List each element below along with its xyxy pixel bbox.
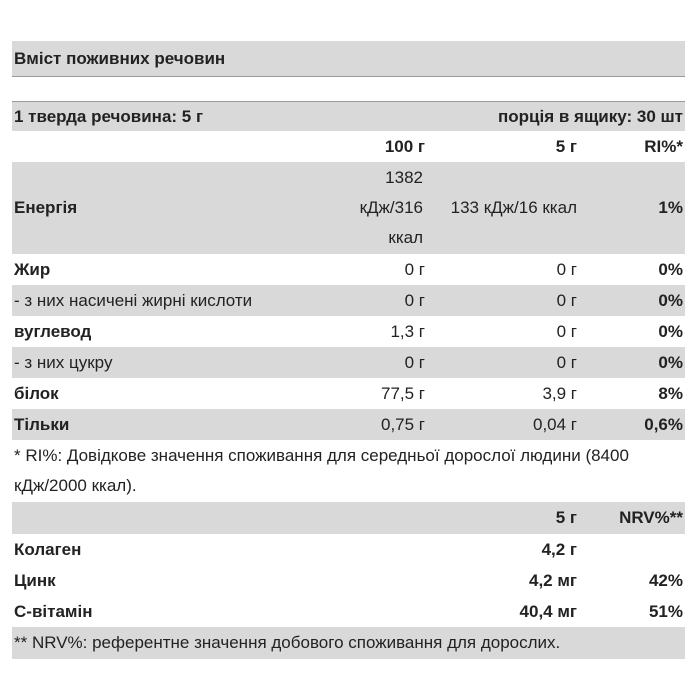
nutrient-per-5g: 0 г bbox=[556, 259, 577, 279]
nutrient-per-100g: 0 г bbox=[404, 259, 425, 279]
nutrient-per-100g: 1,3 г bbox=[390, 321, 425, 341]
nutrient-per-5g: 0,04 г bbox=[532, 414, 577, 434]
serving-size: 1 тверда речовина: 5 г bbox=[14, 106, 204, 126]
energy-per-100g bbox=[360, 162, 423, 254]
nutrient-ri: 0% bbox=[658, 321, 683, 341]
energy-row bbox=[12, 162, 685, 254]
nutrient-per-5g: 0 г bbox=[556, 290, 577, 310]
ri-footnote-row bbox=[12, 440, 685, 502]
nutrient-name: Тільки bbox=[14, 414, 70, 434]
nutrient-per-5g: 0 г bbox=[556, 321, 577, 341]
energy-per-100g-line-3: ккал bbox=[388, 228, 423, 247]
nutrient-per-100g: 0 г bbox=[404, 290, 425, 310]
nrv-header-percent: NRV%** bbox=[619, 508, 683, 527]
table-row bbox=[12, 285, 685, 316]
table-row bbox=[12, 347, 685, 378]
nrv-percent: 51% bbox=[648, 601, 683, 621]
nrv-nutrient-name: Цинк bbox=[14, 570, 56, 590]
column-header-row bbox=[12, 131, 685, 162]
table-row bbox=[12, 254, 685, 285]
nutrient-per-100g: 0,75 г bbox=[380, 414, 425, 434]
nutrient-ri: 0% bbox=[658, 290, 683, 310]
table-row bbox=[12, 596, 685, 627]
nutrient-name: - з них цукру bbox=[14, 352, 113, 372]
nrv-amount: 4,2 г bbox=[541, 539, 577, 559]
nutrient-name: - з них насичені жирні кислоти bbox=[14, 290, 253, 310]
title-row bbox=[12, 41, 685, 77]
servings-per-container: порція в ящику: 30 шт bbox=[498, 106, 683, 126]
nrv-nutrient-name: С-вітамін bbox=[14, 601, 93, 621]
nutrient-per-5g: 0 г bbox=[556, 352, 577, 372]
nutrition-facts-table bbox=[12, 41, 685, 659]
nrv-header-per-5g: 5 г bbox=[555, 508, 577, 527]
energy-per-5g: 133 кДж/16 ккал bbox=[450, 198, 577, 217]
nutrient-ri: 0% bbox=[658, 352, 683, 372]
nrv-footnote-row bbox=[12, 627, 685, 659]
ri-footnote: * RI%: Довідкове значення споживання для середньої дорослої людини (8400 кДж/2000 ккал). bbox=[14, 446, 629, 495]
serving-row bbox=[12, 101, 685, 131]
energy-label: Енергія bbox=[14, 198, 78, 217]
nutrient-per-5g: 3,9 г bbox=[542, 383, 577, 403]
header-per-100g: 100 г bbox=[384, 136, 425, 156]
nrv-footnote: ** NRV%: референтне значення добового споживання для дорослих. bbox=[14, 633, 561, 652]
table-row bbox=[12, 378, 685, 409]
page-title: Вміст поживних речовин bbox=[14, 48, 226, 68]
header-per-5g: 5 г bbox=[555, 136, 577, 156]
table-row bbox=[12, 534, 685, 565]
energy-per-100g-line-1: 1382 bbox=[385, 168, 423, 187]
table-row bbox=[12, 409, 685, 440]
nutrient-name: вуглевод bbox=[14, 321, 92, 341]
nutrient-per-100g: 77,5 г bbox=[380, 383, 425, 403]
spacer bbox=[12, 77, 685, 101]
energy-ri: 1% bbox=[658, 198, 683, 217]
nutrient-ri: 0,6% bbox=[644, 414, 683, 434]
energy-per-100g-line-2: кДж/316 bbox=[359, 198, 423, 217]
nutrient-name: Жир bbox=[14, 259, 51, 279]
nrv-amount: 4,2 мг bbox=[528, 570, 577, 590]
nutrient-per-100g: 0 г bbox=[404, 352, 425, 372]
nrv-percent: 42% bbox=[648, 570, 683, 590]
nutrient-ri: 0% bbox=[658, 259, 683, 279]
nutrient-ri: 8% bbox=[658, 383, 683, 403]
nutrient-name: білок bbox=[14, 383, 59, 403]
nrv-amount: 40,4 мг bbox=[519, 601, 577, 621]
header-ri: RI%* bbox=[644, 136, 683, 156]
nrv-nutrient-name: Колаген bbox=[14, 539, 82, 559]
table-row bbox=[12, 316, 685, 347]
table-row bbox=[12, 565, 685, 596]
nrv-header-row bbox=[12, 502, 685, 534]
